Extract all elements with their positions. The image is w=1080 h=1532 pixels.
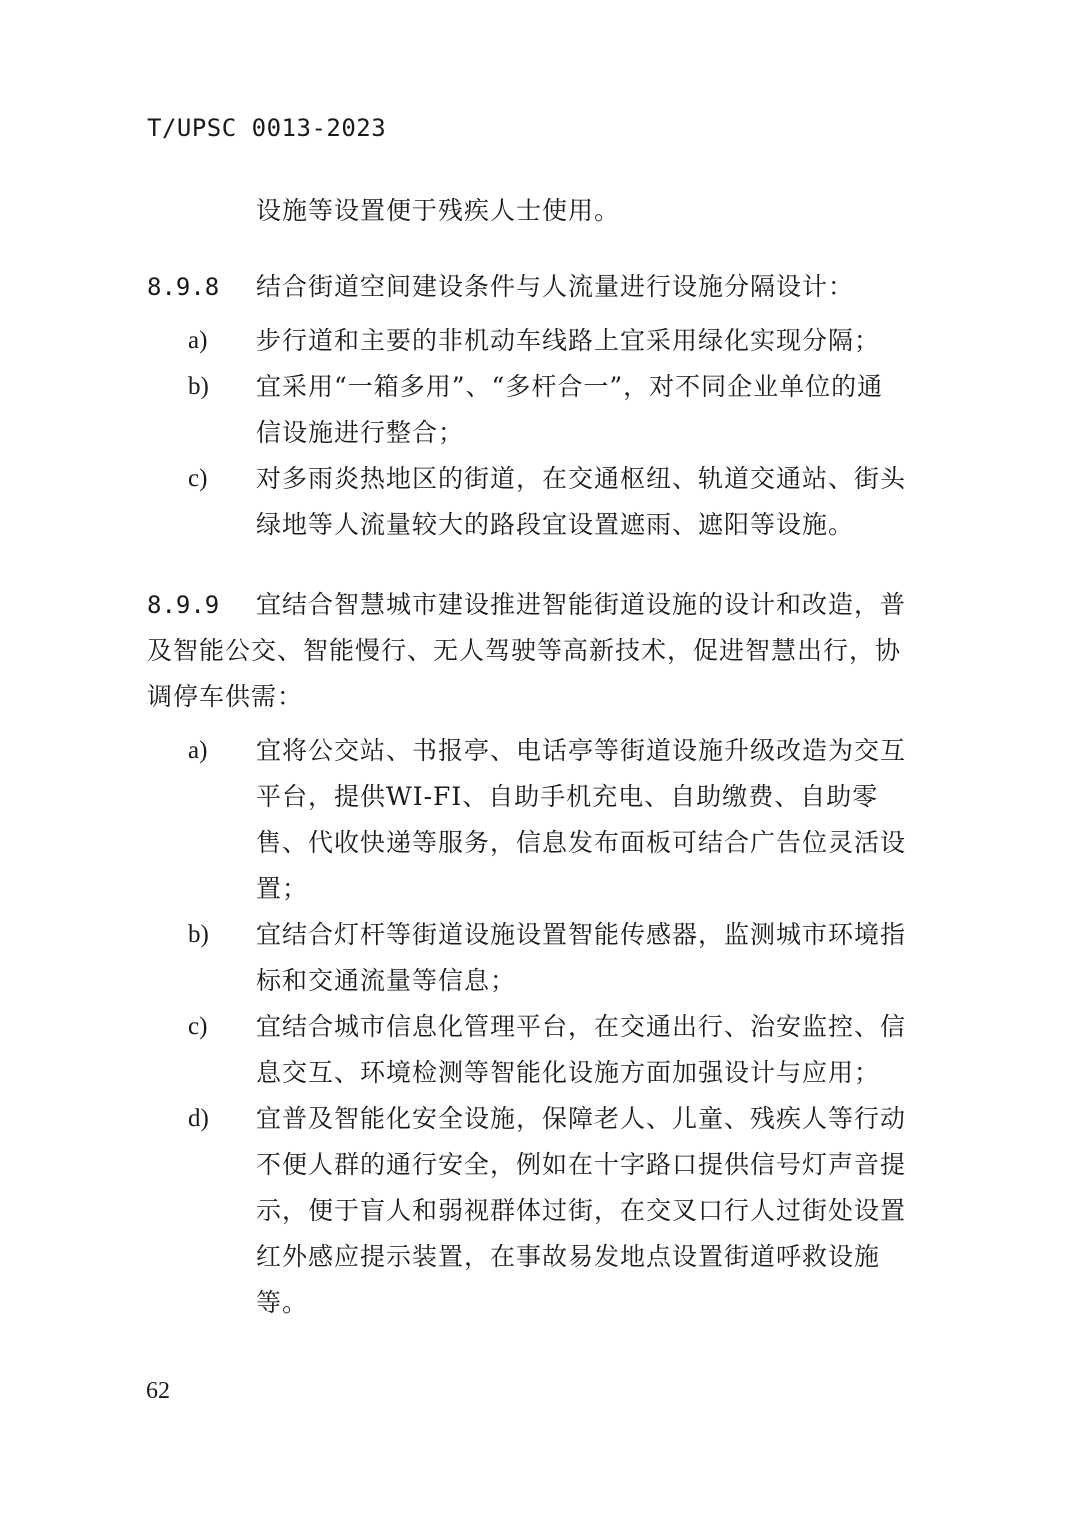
list-marker: c) bbox=[188, 1013, 208, 1040]
list-item-line: 宜结合城市信息化管理平台，在交通出行、治安监控、信 bbox=[256, 1012, 907, 1041]
clause-text-line: 宜结合智慧城市建设推进智能街道设施的设计和改造，普 bbox=[256, 590, 907, 619]
clause-number: 8.9.9 bbox=[147, 591, 220, 619]
list-item-line: 绿地等人流量较大的路段宜设置遮雨、遮阳等设施。 bbox=[256, 510, 855, 539]
list-item-line: 信设施进行整合； bbox=[256, 418, 465, 447]
list-item-line: 宜将公交站、书报亭、电话亭等街道设施升级改造为交互 bbox=[256, 736, 907, 765]
list-item-line: 置； bbox=[256, 874, 309, 903]
list-item-line: 平台，提供WI-FI、自助手机充电、自助缴费、自助零 bbox=[256, 782, 879, 811]
list-marker: c) bbox=[188, 465, 208, 492]
clause-text-line: 及智能公交、智能慢行、无人驾驶等高新技术，促进智慧出行，协 bbox=[147, 636, 902, 665]
clause-text: 结合街道空间建设条件与人流量进行设施分隔设计： bbox=[256, 272, 855, 301]
list-item-line: 示，便于盲人和弱视群体过街，在交叉口行人过街处设置 bbox=[256, 1196, 907, 1225]
list-item-line: 宜采用“一箱多用”、“多杆合一”，对不同企业单位的通 bbox=[256, 372, 884, 401]
continuation-text: 设施等设置便于残疾人士使用。 bbox=[256, 196, 621, 225]
list-marker: b) bbox=[188, 921, 209, 948]
list-item-line: 息交互、环境检测等智能化设施方面加强设计与应用； bbox=[256, 1058, 881, 1087]
list-marker: a) bbox=[188, 327, 208, 354]
list-item-line: 步行道和主要的非机动车线路上宜采用绿化实现分隔； bbox=[256, 326, 881, 355]
list-item-line: 红外感应提示装置，在事故易发地点设置街道呼救设施 bbox=[256, 1242, 881, 1271]
list-item-line: 售、代收快递等服务，信息发布面板可结合广告位灵活设 bbox=[256, 828, 907, 857]
list-marker: d) bbox=[188, 1105, 209, 1132]
page-number: 62 bbox=[146, 1378, 170, 1404]
clause-number: 8.9.8 bbox=[147, 273, 220, 301]
list-marker: a) bbox=[188, 737, 208, 764]
clause-text-line: 调停车供需： bbox=[147, 682, 304, 711]
list-item-line: 对多雨炎热地区的街道，在交通枢纽、轨道交通站、街头 bbox=[256, 464, 907, 493]
document-code: T/UPSC 0013-2023 bbox=[147, 114, 387, 142]
list-item-line: 宜结合灯杆等街道设施设置智能传感器，监测城市环境指 bbox=[256, 920, 907, 949]
list-item-line: 标和交通流量等信息； bbox=[256, 966, 517, 995]
list-marker: b) bbox=[188, 373, 209, 400]
list-item-line: 等。 bbox=[256, 1288, 309, 1317]
list-item-line: 不便人群的通行安全，例如在十字路口提供信号灯声音提 bbox=[256, 1150, 907, 1179]
list-item-line: 宜普及智能化安全设施，保障老人、儿童、残疾人等行动 bbox=[256, 1104, 907, 1133]
